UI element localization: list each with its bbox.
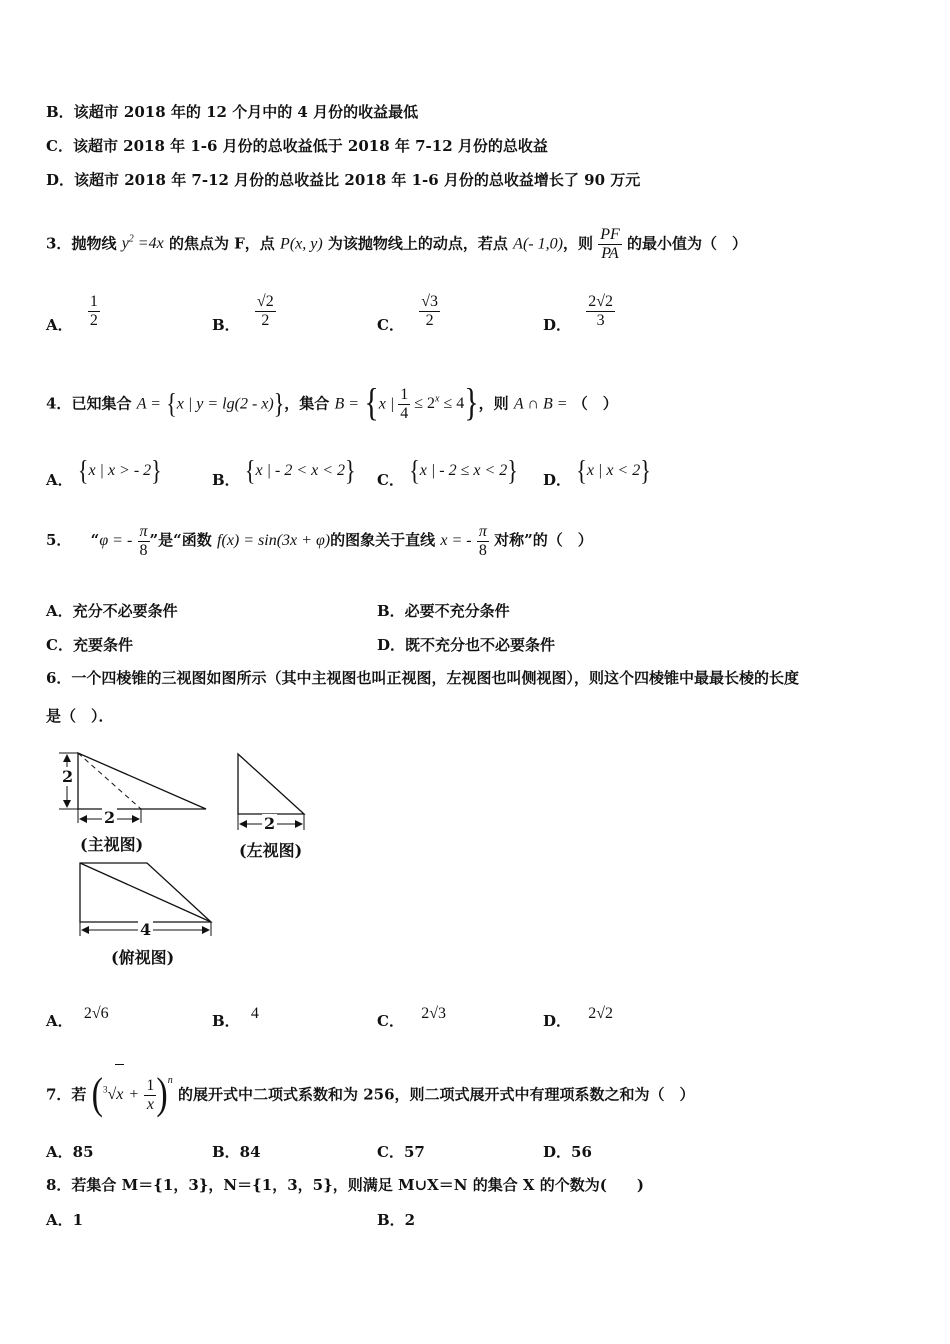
q2-option-b: B．该超市 2018 年的 12 个月中的 4 月份的收益最低 — [46, 103, 419, 121]
q6-option-c: C． 2√3 — [377, 1005, 446, 1030]
q4-option-d: D． {x | x < 2} — [543, 454, 651, 489]
q3-option-c: C． $\frac{√3}{2}$ — [377, 293, 438, 334]
q3-option-a: A． $\frac{1}{2}$ — [46, 293, 98, 334]
q4-stem: 4．已知集合 A = {x | y = lg(2 - x)}，集合 B = {x | $\frac{1}{4}$ ≤ $2^x \le 4$}，则 A ∩ B = （ ） — [46, 382, 618, 426]
q5-option-a: A．充分不必要条件 — [46, 602, 178, 620]
q7-option-c: C．57 — [377, 1143, 425, 1161]
front-height-dim: 2 — [62, 767, 74, 786]
q6-option-d: D． 2√2 — [543, 1005, 614, 1030]
point-p: P(x, y) — [280, 235, 323, 253]
side-width-dim: 2 — [264, 814, 276, 833]
q2-option-c: C．该超市 2018 年 1-6 月份的总收益低于 2018 年 7-12 月份的总收益 — [46, 137, 548, 155]
parabola-eq: $y^2 =4x$ — [121, 234, 164, 253]
q8-option-a: A．1 — [46, 1211, 84, 1229]
top-view-label: (俯视图) — [111, 948, 175, 967]
q2-option-d: D．该超市 2018 年 7-12 月份的总收益比 2018 年 1-6 月份的总收益增长了 90 万元 — [46, 171, 641, 189]
function-expr: f(x) = sin(3x + φ) — [217, 532, 331, 549]
q5-option-b: B．必要不充分条件 — [377, 602, 510, 620]
q5-option-d: D．既不充分也不必要条件 — [377, 636, 556, 654]
q3-option-d: D． $\frac{2√2}{3}$ — [543, 293, 614, 334]
ratio-fraction: $\frac{PF}{PA}$ — [600, 225, 620, 262]
binomial-expr: $^3$√x + — [103, 1086, 139, 1103]
front-view-label: (主视图) — [80, 835, 144, 854]
q4-option-c: C． {x | - 2 ≤ x < 2} — [377, 454, 518, 489]
q8-option-b: B．2 — [377, 1211, 416, 1229]
q7-stem: 7．若 ($^3$√x + $\frac{1}{x}$ )$^n$ 的展开式中二项式系数和为 256，则二项式展开式中有理项系数之和为（ ） — [46, 1060, 695, 1125]
top-width-dim: 4 — [140, 920, 152, 939]
q3-stem: 3．抛物线 $y^2 =4x$ 的焦点为 F，点 P(x, y) 为该抛物线上的动点，若点 A(- 1,0)，则 $\frac{PF}{PA}$ 的最小值为（ ） — [46, 225, 747, 262]
side-view-label: (左视图) — [239, 841, 303, 860]
q4-option-a: A． {x | x > - 2} — [46, 454, 162, 489]
q6-option-b: B． 4 — [212, 1005, 259, 1030]
q7-option-a: A．85 — [46, 1143, 94, 1161]
q4-option-b: B． {x | - 2 < x < 2} — [212, 454, 356, 489]
point-a: A(- 1,0) — [513, 235, 563, 253]
q6-stem-line2: 是（ ）． — [46, 707, 114, 725]
q3-option-b: B． $\frac{√2}{2}$ — [212, 293, 274, 334]
front-width-dim: 2 — [104, 808, 116, 827]
q6-option-a: A． 2√6 — [46, 1005, 109, 1030]
set-a: x | y = lg(2 - x) — [176, 395, 274, 413]
set-b: x | — [378, 395, 399, 413]
front-view-diagram — [55, 745, 215, 825]
q7-option-d: D．56 — [543, 1143, 592, 1161]
q5-option-c: C．充要条件 — [46, 636, 133, 654]
q5-stem: 5． “φ = - $\frac{\pi}{8}$ ”是“函数 f(x) = sin(3x + φ)的图象关于直线 x = - $\frac{\pi}{8}$ 对称”的（ ） — [46, 522, 593, 559]
q8-stem: 8．若集合 M＝{1，3}，N＝{1，3，5}，则满足 M∪X＝N 的集合 X 的个数为( ) — [46, 1176, 644, 1194]
q7-option-b: B．84 — [212, 1143, 261, 1161]
q6-stem-line1: 6．一个四棱锥的三视图如图所示（其中主视图也叫正视图，左视图也叫侧视图），则这个四棱锥中最最长棱的长度 — [46, 669, 799, 687]
